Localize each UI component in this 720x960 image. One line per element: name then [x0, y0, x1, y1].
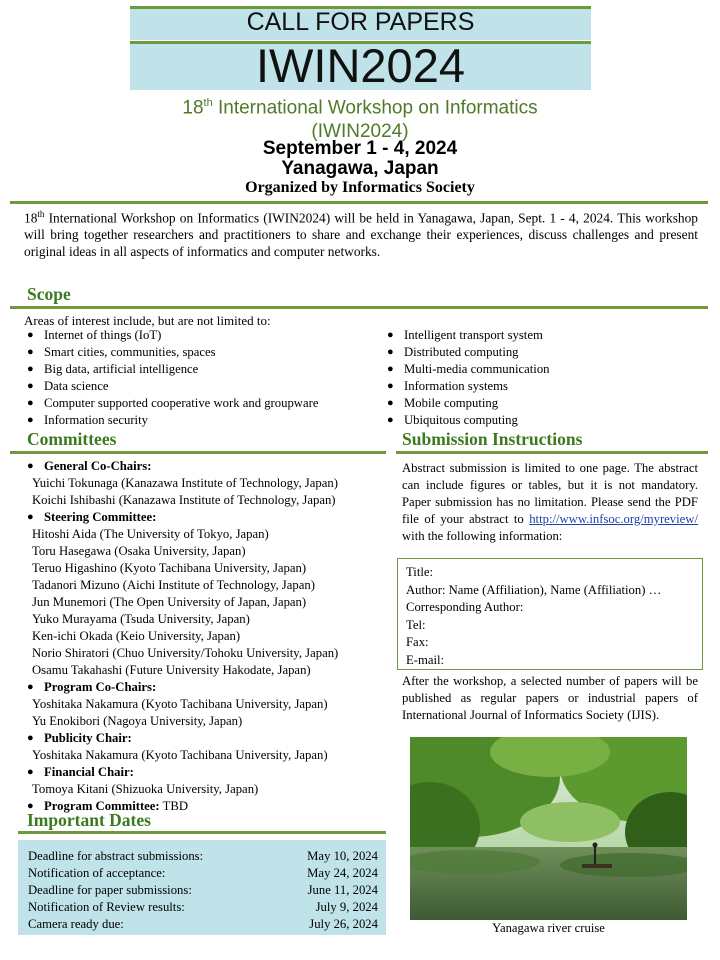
- committee-member: Tadanori Mizuno (Aichi Institute of Technology, Japan): [32, 578, 315, 592]
- committee-member: Yoshitaka Nakamura (Kyoto Tachibana University, Japan): [32, 748, 328, 762]
- scope-item: ● Information systems: [384, 378, 550, 395]
- scope-list-left: [24, 327, 318, 429]
- committee-member: Yuko Murayama (Tsuda University, Japan): [32, 612, 250, 626]
- program-committee-value: TBD: [159, 799, 188, 813]
- steering-committee-label: ● Steering Committee:: [24, 509, 384, 526]
- date-value: July 9, 2024: [315, 900, 378, 914]
- divider: [10, 201, 708, 204]
- scope-item: ● Intelligent transport system: [384, 327, 550, 344]
- scope-intro: Areas of interest include, but are not limited to:: [24, 313, 271, 328]
- event-dates: September 1 - 4, 2024: [262, 138, 458, 159]
- committee-member: Osamu Takahashi (Future University Hakodate, Japan): [32, 663, 311, 677]
- intro-paragraph: 18th International Workshop on Informatics (IWIN2024) will be held in Yanagawa, Japan, Sept. 1 - 4, 2024. This workshop will bring together researchers and practitioners to share and exchange their experiences, discuss challenges and present original ideas in all aspects of informatics and computer networks.: [24, 209, 698, 260]
- committee-member: Tomoya Kitani (Shizuoka University, Japan): [32, 782, 259, 796]
- date-label: Notification of acceptance:: [28, 866, 166, 880]
- event-title: IWIN2024: [256, 39, 465, 92]
- committee-member: Teruo Higashino (Kyoto Tachibana University, Japan): [32, 561, 307, 575]
- committee-member: Toru Hasegawa (Osaka University, Japan): [32, 544, 246, 558]
- scope-list-right: [384, 327, 550, 429]
- scope-item: ● Distributed computing: [384, 344, 550, 361]
- scope-item: ● Smart cities, communities, spaces: [24, 344, 318, 361]
- program-chairs-label: ● Program Co-Chairs:: [24, 679, 384, 696]
- info-field: Corresponding Author:: [406, 600, 524, 614]
- scope-item: ● Big data, artificial intelligence: [24, 361, 318, 378]
- committees-list: [24, 458, 384, 815]
- date-label: Notification of Review results:: [28, 900, 185, 914]
- submission-info-box: [397, 558, 703, 670]
- date-label: Deadline for abstract submissions:: [28, 849, 204, 863]
- committee-member: Norio Shiratori (Chuo University/Tohoku University, Japan): [32, 646, 339, 660]
- scope-item: ● Mobile computing: [384, 395, 550, 412]
- committees-heading: Committees: [27, 429, 117, 449]
- date-value: May 10, 2024: [307, 849, 378, 863]
- committee-member: Hitoshi Aida (The University of Tokyo, Japan): [32, 527, 269, 541]
- info-field: E-mail:: [406, 652, 445, 667]
- river-cruise-photo: [410, 737, 687, 920]
- committee-member: Koichi Ishibashi (Kanazawa Institute of Technology, Japan): [32, 493, 336, 507]
- committee-member: Yuichi Tokunaga (Kanazawa Institute of Technology, Japan): [32, 476, 338, 490]
- event-subtitle: 18th International Workshop on Informatics (IWIN2024): [182, 97, 538, 143]
- date-label: Camera ready due:: [28, 917, 124, 931]
- date-value: May 24, 2024: [307, 866, 378, 880]
- important-dates-table: [18, 840, 386, 935]
- divider: [10, 306, 708, 309]
- info-field: Author: Name (Affiliation), Name (Affiliation) …: [406, 582, 662, 597]
- submission-heading: Submission Instructions: [402, 429, 583, 449]
- info-field: Tel:: [406, 617, 426, 632]
- scope-item: ● Data science: [24, 378, 318, 395]
- organizer: Organized by Informatics Society: [245, 179, 475, 196]
- important-dates-heading: Important Dates: [27, 810, 151, 830]
- committee-member: Ken-ichi Okada (Keio University, Japan): [32, 629, 241, 643]
- scope-item: ● Ubiquitous computing: [384, 412, 550, 429]
- info-field: Fax:: [406, 635, 429, 649]
- committee-member: Jun Munemori (The Open University of Japan, Japan): [32, 595, 307, 609]
- scope-item: ● Computer supported cooperative work and groupware: [24, 395, 318, 412]
- photo-caption: Yanagawa river cruise: [492, 921, 605, 935]
- divider: [18, 831, 386, 834]
- divider: [396, 451, 708, 454]
- general-chairs-label: ● General Co-Chairs:: [24, 458, 384, 475]
- call-for-papers-title: CALL FOR PAPERS: [246, 8, 475, 36]
- submission-text: Abstract submission is limited to one page. The abstract can include figures or tables, but it is not mandatory. Paper submission has no limitation. Please send the PDF file of your abstract to http://www.infsoc.org/myreview/ with the following information:: [402, 461, 698, 543]
- scope-heading: Scope: [27, 284, 71, 304]
- scope-item: ● Information security: [24, 412, 318, 429]
- submission-link[interactable]: http://www.infsoc.org/myreview/: [529, 512, 698, 526]
- program-committee-label: ● Program Committee: TBD: [24, 798, 384, 815]
- scope-item: ● Multi-media communication: [384, 361, 550, 378]
- publicity-chair-label: ● Publicity Chair:: [24, 730, 384, 747]
- date-value: July 26, 2024: [309, 917, 378, 931]
- scope-item: ● Internet of things (IoT): [24, 327, 318, 344]
- committee-member: Yu Enokibori (Nagoya University, Japan): [32, 714, 243, 728]
- divider: [10, 451, 386, 454]
- river-cruise-illustration: [410, 737, 687, 920]
- info-field: Title:: [406, 565, 434, 579]
- committee-member: Yoshitaka Nakamura (Kyoto Tachibana University, Japan): [32, 697, 328, 711]
- event-location: Yanagawa, Japan: [281, 158, 439, 179]
- date-label: Deadline for paper submissions:: [28, 883, 192, 897]
- financial-chair-label: ● Financial Chair:: [24, 764, 384, 781]
- date-value: June 11, 2024: [307, 883, 378, 897]
- publication-text: After the workshop, a selected number of papers will be published as regular papers or industrial papers of International Journal of Informatics Society (IJIS).: [402, 674, 698, 722]
